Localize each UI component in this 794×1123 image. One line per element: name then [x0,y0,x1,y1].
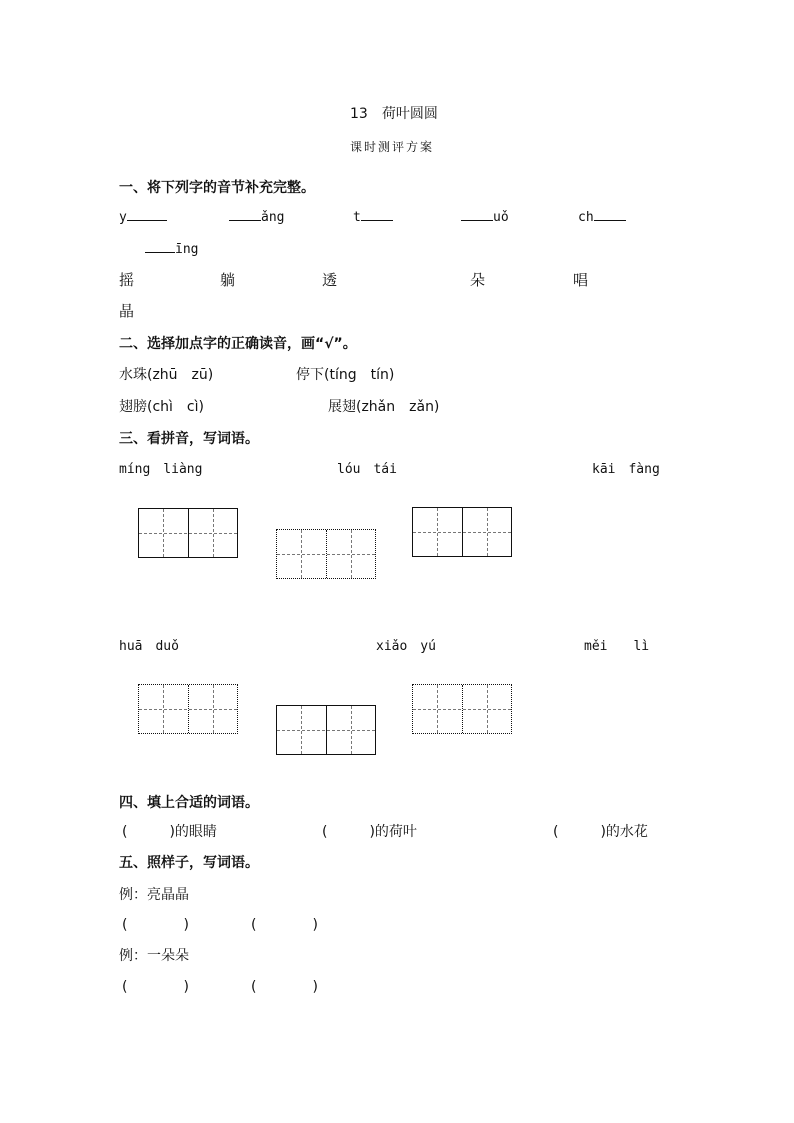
reading-choice-4[interactable]: 展翅(zhǎn zǎn) [328,399,440,415]
fill-item-2[interactable]: ( )的荷叶 [322,824,417,840]
page-subtitle: 课时测评方案 [350,140,435,154]
example-2-blank-1[interactable]: ( ) [122,979,189,995]
pinyin-6: měi lì [584,639,650,654]
writing-grid-3[interactable] [412,507,512,557]
pinyin-4: huā duǒ [119,639,179,654]
char-5: 唱 [573,271,589,289]
pinyin-5: xiǎo yú [376,639,436,654]
section-4-heading: 四、填上合适的词语。 [119,795,259,811]
writing-grid-2[interactable] [276,529,376,579]
syllable-blank-5[interactable]: ch [578,208,626,225]
syllable-blank-4[interactable]: uǒ [461,208,509,225]
char-4: 朵 [470,271,486,289]
section-5-heading: 五、照样子，写词语。 [119,855,259,871]
syllable-blank-6[interactable]: īng [145,240,198,257]
section-2-heading: 二、选择加点字的正确读音，画“√”。 [119,336,357,352]
writing-grid-4[interactable] [138,684,238,734]
writing-grid-6[interactable] [412,684,512,734]
example-2-blank-2[interactable]: ( ) [251,979,318,995]
writing-grid-1[interactable] [138,508,238,558]
char-3: 透 [322,271,338,289]
syllable-blank-1[interactable]: y [119,208,167,225]
pinyin-3: kāi fàng [592,462,660,477]
section-1-heading: 一、将下列字的音节补充完整。 [119,180,315,196]
syllable-blank-2[interactable]: ǎng [229,208,284,225]
char-6: 晶 [119,302,135,320]
example-1-blank-2[interactable]: ( ) [251,917,318,933]
example-2: 例：一朵朵 [119,948,189,964]
pinyin-2: lóu tái [337,462,397,477]
reading-choice-3[interactable]: 翅膀(chì cì) [119,399,204,415]
section-3-heading: 三、看拼音，写词语。 [119,431,259,447]
pinyin-1: míng liàng [119,462,203,477]
char-2: 躺 [220,271,236,289]
fill-item-1[interactable]: ( )的眼睛 [122,824,217,840]
reading-choice-1[interactable]: 水珠(zhū zū) [119,367,214,383]
char-1: 摇 [119,271,135,289]
example-1: 例：亮晶晶 [119,887,189,903]
fill-item-3[interactable]: ( )的水花 [553,824,648,840]
writing-grid-5[interactable] [276,705,376,755]
page-title: 13 荷叶圆圆 [350,106,438,122]
example-1-blank-1[interactable]: ( ) [122,917,189,933]
syllable-blank-3[interactable]: t [353,208,393,225]
reading-choice-2[interactable]: 停下(tíng tín) [296,367,395,383]
